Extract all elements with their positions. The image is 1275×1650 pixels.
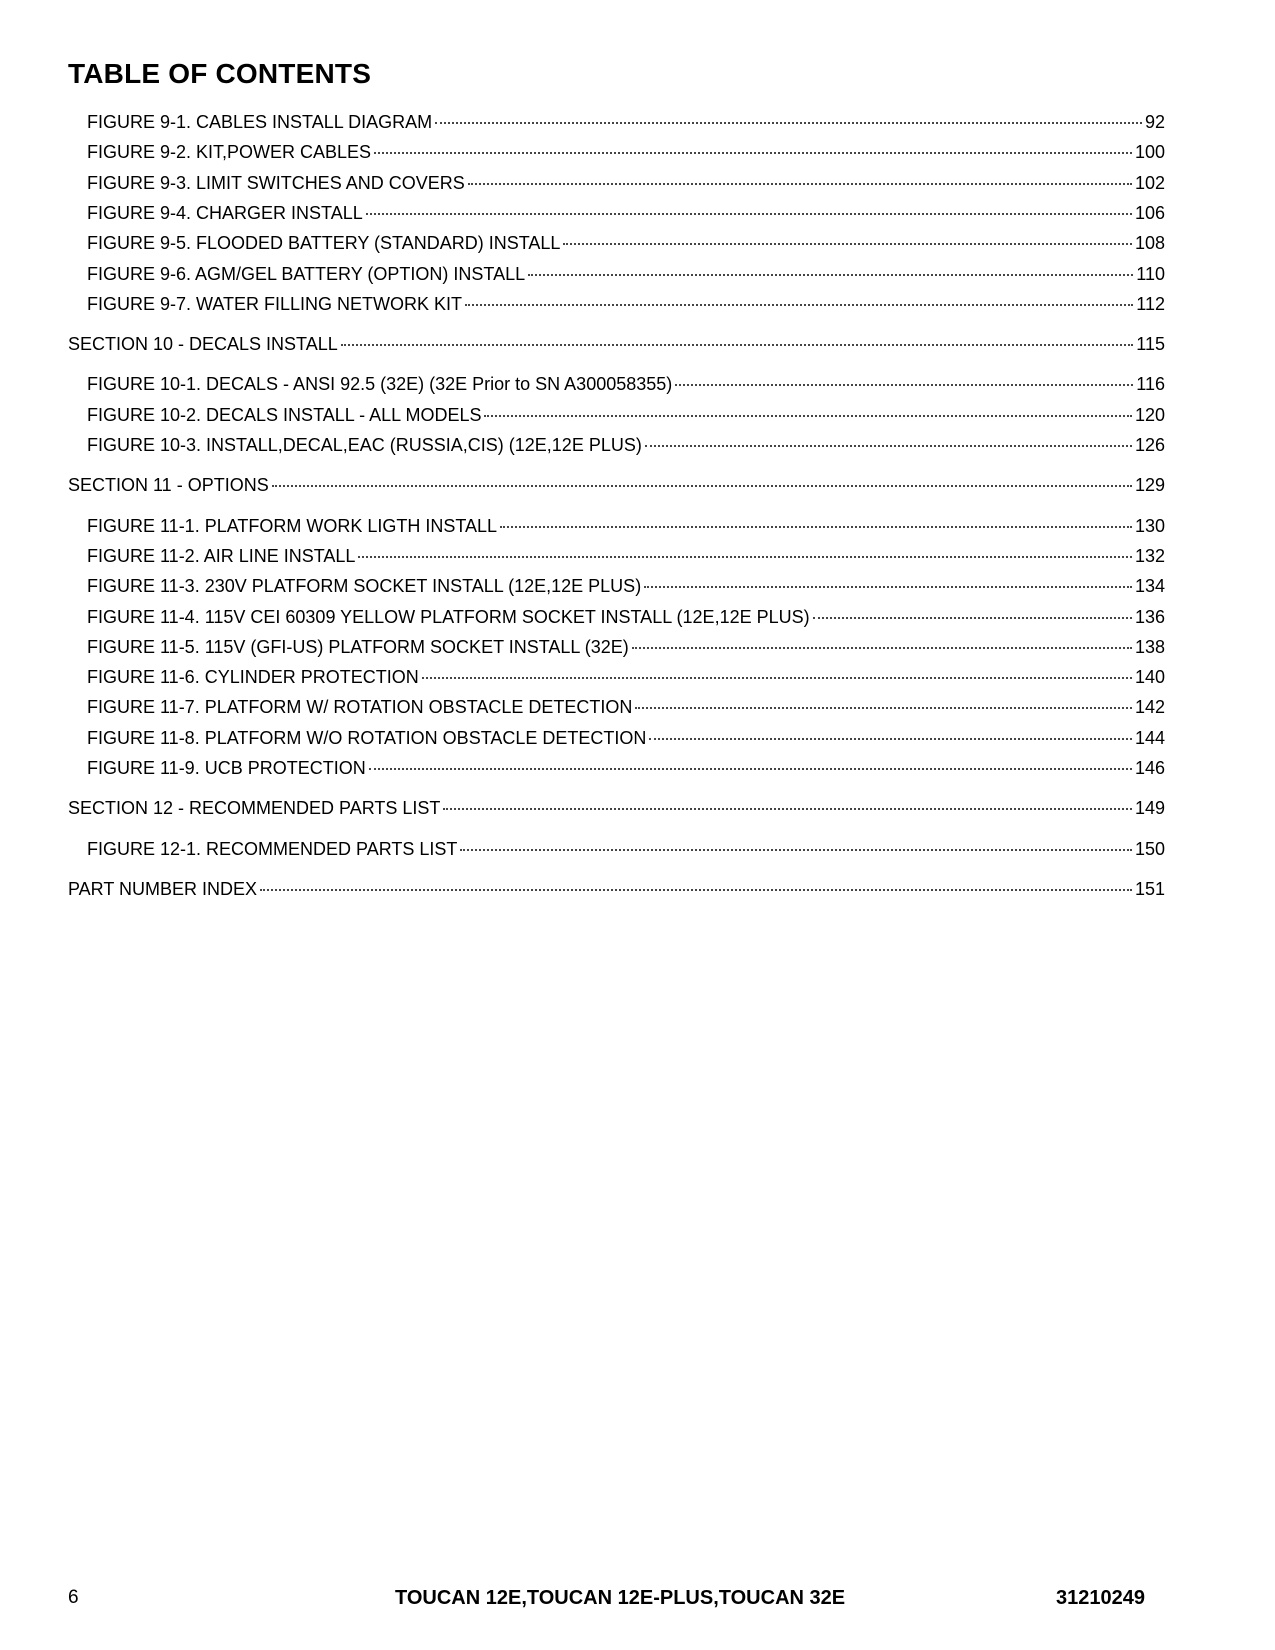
dot-leader <box>260 873 1132 895</box>
dot-leader <box>422 661 1132 683</box>
toc-figure-entry[interactable] <box>87 540 1165 567</box>
dot-leader <box>528 258 1133 280</box>
page-footer <box>0 1587 1275 1613</box>
dot-leader <box>341 328 1134 350</box>
dot-leader <box>465 288 1133 310</box>
toc-entry-label: FIGURE 11-9. UCB PROTECTION <box>87 758 366 778</box>
toc-entry-page-number: 126 <box>1134 435 1165 455</box>
dot-leader <box>635 691 1132 713</box>
toc-entry-label: FIGURE 11-6. CYLINDER PROTECTION <box>87 667 419 688</box>
toc-section-entry[interactable] <box>68 792 1165 819</box>
toc-entry-page-number: 102 <box>1134 172 1165 193</box>
dot-leader <box>366 197 1132 219</box>
toc-figure-entry[interactable] <box>87 106 1165 133</box>
toc-entry-page-number: 140 <box>1134 667 1165 688</box>
toc-figure-entry[interactable] <box>87 833 1165 860</box>
dot-leader <box>649 722 1132 744</box>
dot-leader <box>645 429 1132 451</box>
toc-entry-page-number: 108 <box>1134 233 1165 254</box>
toc-entry-label: FIGURE 10-1. DECALS - ANSI 92.5 (32E) (32E Prior to SN A300058355) <box>87 374 673 395</box>
footer-document-number: 31210249 <box>1056 1587 1145 1609</box>
toc-figure-entry[interactable] <box>87 429 1165 456</box>
toc-entry-label: FIGURE 11-1. PLATFORM WORK LIGTH INSTALL <box>87 515 498 536</box>
toc-figure-entry[interactable] <box>87 227 1165 254</box>
toc-entry-label: FIGURE 9-1. CABLES INSTALL DIAGRAM <box>87 112 433 132</box>
toc-entry-page-number: 142 <box>1134 697 1165 718</box>
toc-figure-entry[interactable] <box>87 399 1165 426</box>
dot-leader <box>443 792 1132 814</box>
toc-figure-entry[interactable] <box>87 167 1165 194</box>
dot-leader <box>272 469 1132 491</box>
dot-leader <box>675 368 1133 390</box>
toc-entry-page-number: 92 <box>1144 112 1165 132</box>
toc-figure-entry[interactable] <box>87 631 1165 658</box>
dot-leader <box>358 540 1132 562</box>
toc-entry-label: PART NUMBER INDEX <box>68 878 258 899</box>
toc-figure-entry[interactable] <box>87 258 1165 285</box>
toc-entry-label: FIGURE 11-7. PLATFORM W/ ROTATION OBSTACLE DETECTION <box>87 697 633 718</box>
toc-section-entry[interactable] <box>68 873 1165 900</box>
toc-entry-page-number: 149 <box>1134 798 1165 819</box>
toc-entry-label: FIGURE 11-4. 115V CEI 60309 YELLOW PLATFORM SOCKET INSTALL (12E,12E PLUS) <box>87 606 810 627</box>
dot-leader <box>500 510 1132 532</box>
toc-figure-entry[interactable] <box>87 601 1165 628</box>
toc-entry-label: FIGURE 10-2. DECALS INSTALL - ALL MODELS <box>87 404 482 425</box>
toc-entry-label: FIGURE 10-3. INSTALL,DECAL,EAC (RUSSIA,CIS) (12E,12E PLUS) <box>87 435 642 455</box>
toc-entry-page-number: 116 <box>1136 374 1165 395</box>
toc-entry-page-number: 151 <box>1134 878 1165 899</box>
dot-leader <box>435 106 1142 128</box>
toc-figure-entry[interactable] <box>87 368 1165 395</box>
footer-page-number: 6 <box>68 1587 79 1608</box>
dot-leader <box>813 601 1132 623</box>
toc-entry-page-number: 106 <box>1134 202 1165 223</box>
dot-leader <box>644 570 1132 592</box>
toc-entry-page-number: 134 <box>1134 576 1165 597</box>
toc-entry-label: FIGURE 11-3. 230V PLATFORM SOCKET INSTALL (12E,12E PLUS) <box>87 576 642 597</box>
toc-figure-entry[interactable] <box>87 691 1165 718</box>
toc-section-entry[interactable] <box>68 469 1165 496</box>
toc-figure-entry[interactable] <box>87 197 1165 224</box>
footer-document-title: TOUCAN 12E,TOUCAN 12E-PLUS,TOUCAN 32E <box>395 1587 846 1609</box>
dot-leader <box>369 752 1132 774</box>
toc-entry-label: FIGURE 9-4. CHARGER INSTALL <box>87 202 363 223</box>
toc-entry-label: FIGURE 9-2. KIT,POWER CABLES <box>87 142 372 163</box>
toc-entry-label: SECTION 10 - DECALS INSTALL <box>68 334 338 355</box>
toc-entry-page-number: 130 <box>1134 515 1165 536</box>
toc-entry-label: FIGURE 9-5. FLOODED BATTERY (STANDARD) INSTALL <box>87 233 561 254</box>
toc-entry-label: FIGURE 9-6. AGM/GEL BATTERY (OPTION) INSTALL <box>87 263 526 284</box>
toc-entry-page-number: 115 <box>1136 334 1165 355</box>
toc-figure-entry[interactable] <box>87 570 1165 597</box>
toc-entry-page-number: 136 <box>1134 606 1165 627</box>
page-title: TABLE OF CONTENTS <box>68 58 372 89</box>
toc-entry-label: FIGURE 11-2. AIR LINE INSTALL <box>87 545 356 566</box>
dot-leader <box>632 631 1132 653</box>
toc-entry-page-number: 138 <box>1134 636 1165 657</box>
toc-entry-page-number: 144 <box>1134 727 1165 748</box>
toc-entry-label: FIGURE 12-1. RECOMMENDED PARTS LIST <box>87 838 458 859</box>
toc-figure-entry[interactable] <box>87 661 1165 688</box>
toc-entry-label: FIGURE 11-8. PLATFORM W/O ROTATION OBSTACLE DETECTION <box>87 727 647 748</box>
toc-figure-entry[interactable] <box>87 752 1165 779</box>
dot-leader <box>484 399 1131 421</box>
toc-entry-page-number: 112 <box>1136 293 1165 314</box>
toc-entry-page-number: 146 <box>1134 758 1165 778</box>
toc-entry-page-number: 132 <box>1134 545 1165 566</box>
toc-figure-entry[interactable] <box>87 722 1165 749</box>
dot-leader <box>374 136 1132 158</box>
dot-leader <box>563 227 1132 249</box>
dot-leader <box>468 167 1132 189</box>
toc-figure-entry[interactable] <box>87 510 1165 537</box>
toc-entry-page-number: 100 <box>1134 142 1165 163</box>
toc-entry-label: SECTION 11 - OPTIONS <box>68 475 269 496</box>
toc-figure-entry[interactable] <box>87 136 1165 163</box>
toc-entry-label: SECTION 12 - RECOMMENDED PARTS LIST <box>68 798 441 819</box>
toc-entry-page-number: 150 <box>1134 838 1165 859</box>
toc-section-entry[interactable] <box>68 328 1165 355</box>
dot-leader <box>460 833 1132 855</box>
toc-entry-page-number: 110 <box>1136 263 1165 284</box>
toc-entry-label: FIGURE 11-5. 115V (GFI-US) PLATFORM SOCKET INSTALL (32E) <box>87 636 629 657</box>
toc-entry-label: FIGURE 9-7. WATER FILLING NETWORK KIT <box>87 293 463 314</box>
toc-entry-page-number: 120 <box>1134 404 1165 425</box>
toc-entry-page-number: 129 <box>1134 475 1165 496</box>
toc-entry-label: FIGURE 9-3. LIMIT SWITCHES AND COVERS <box>87 172 465 193</box>
toc-figure-entry[interactable] <box>87 288 1165 315</box>
